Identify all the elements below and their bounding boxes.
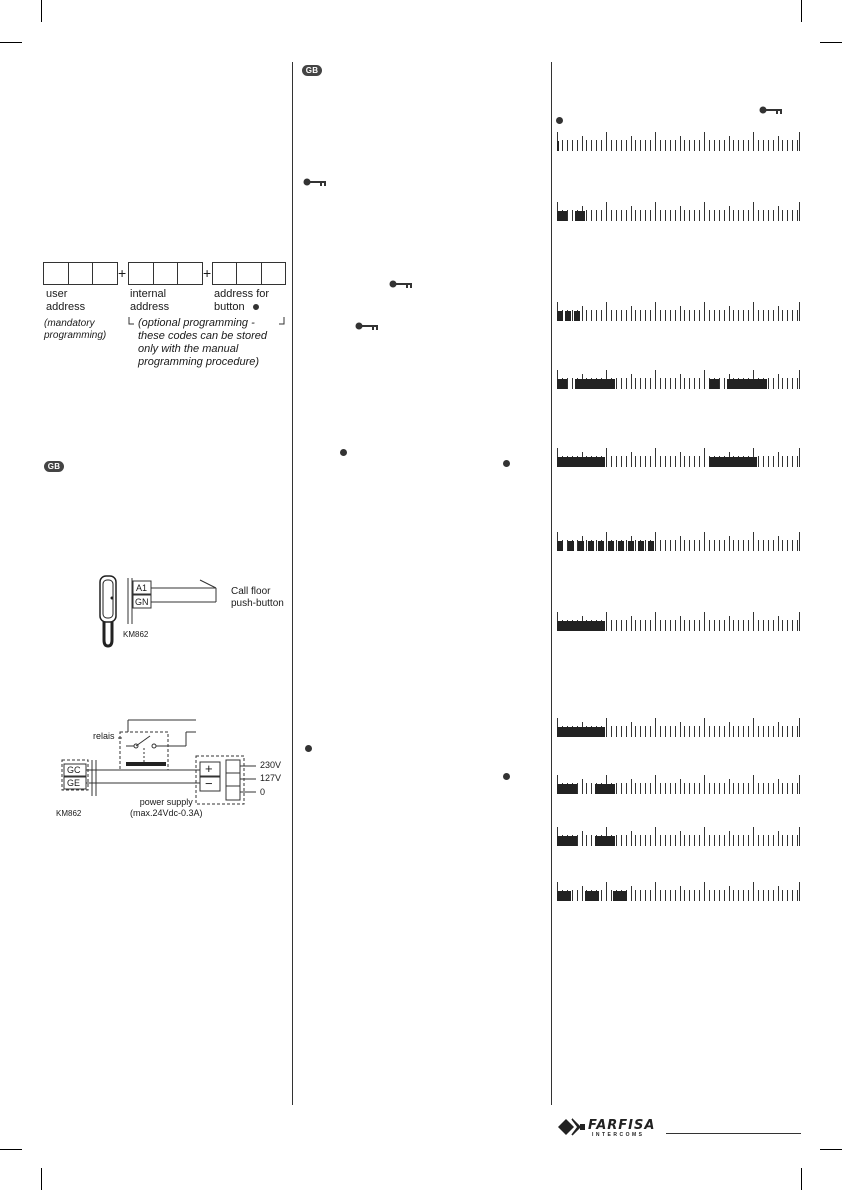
signal-block bbox=[628, 541, 634, 551]
optional-note: (optional programming - these codes can be stored only with the manual programming procedure) bbox=[138, 317, 268, 368]
crop-mark-bottom-right bbox=[801, 1168, 802, 1190]
farfisa-logo-icon bbox=[558, 1117, 586, 1137]
column-separator-left bbox=[292, 62, 293, 1105]
signal-pattern-row bbox=[557, 447, 801, 467]
signal-block bbox=[557, 621, 605, 631]
terminal-ge: GE bbox=[67, 778, 81, 788]
key-icon bbox=[389, 280, 413, 288]
voltage-0: 0 bbox=[260, 787, 266, 797]
signal-pattern-row bbox=[557, 774, 801, 794]
call-floor-label: Call floor push-button bbox=[231, 586, 284, 609]
key-icon bbox=[759, 106, 783, 114]
signal-block bbox=[557, 379, 567, 389]
internal-address-label: internal address bbox=[130, 288, 170, 313]
signal-block bbox=[595, 784, 615, 794]
signal-block bbox=[565, 311, 571, 321]
voltage-127v: 127V bbox=[260, 773, 282, 783]
crop-mark-top-right-h bbox=[820, 42, 842, 43]
button-address-boxes bbox=[212, 262, 286, 285]
signal-pattern-row bbox=[557, 881, 801, 901]
filled-circle-icon bbox=[503, 460, 510, 467]
signal-block bbox=[709, 379, 719, 389]
signal-block bbox=[557, 727, 605, 737]
power-supply-label: power supply (max.24Vdc-0.3A) bbox=[130, 797, 203, 818]
plus-sign: + bbox=[118, 265, 127, 281]
signal-block bbox=[557, 784, 577, 794]
signal-block bbox=[557, 541, 563, 551]
signal-block bbox=[578, 541, 584, 551]
terminal-a1: A1 bbox=[136, 583, 148, 593]
relay-wiring bbox=[56, 716, 256, 808]
signal-block bbox=[557, 457, 605, 467]
relais-label: relais bbox=[93, 731, 115, 741]
signal-block bbox=[557, 141, 559, 151]
signal-block bbox=[618, 541, 624, 551]
internal-address-boxes bbox=[128, 262, 203, 285]
signal-block bbox=[598, 541, 604, 551]
crop-mark-bottom-right-h bbox=[820, 1149, 842, 1150]
gb-language-badge: GB bbox=[44, 461, 64, 472]
crop-mark-bottom-left bbox=[41, 1168, 42, 1190]
key-icon bbox=[303, 178, 327, 186]
signal-block bbox=[638, 541, 644, 551]
key-icon bbox=[355, 322, 379, 330]
signal-block bbox=[557, 211, 567, 221]
crop-mark-top-left bbox=[41, 0, 42, 22]
filled-circle-icon bbox=[340, 449, 347, 456]
signal-block bbox=[613, 891, 627, 901]
signal-block bbox=[575, 211, 585, 221]
user-address-label: user address bbox=[46, 288, 86, 313]
signal-pattern-row bbox=[557, 131, 801, 151]
voltage-230v: 230V bbox=[260, 760, 282, 770]
handset-icon bbox=[96, 574, 122, 650]
signal-pattern-row bbox=[557, 611, 801, 631]
terminal-gc: GC bbox=[67, 765, 81, 775]
crop-mark-bottom-left-h bbox=[0, 1149, 22, 1150]
signal-block bbox=[557, 891, 571, 901]
signal-block bbox=[727, 379, 767, 389]
terminal-gn: GN bbox=[135, 597, 149, 607]
signal-block bbox=[557, 836, 577, 846]
signal-block bbox=[557, 311, 563, 321]
signal-block bbox=[588, 541, 594, 551]
signal-pattern-row bbox=[557, 826, 801, 846]
signal-block bbox=[709, 457, 757, 467]
signal-block bbox=[648, 541, 654, 551]
filled-circle-icon bbox=[305, 745, 312, 752]
signal-pattern-row bbox=[557, 369, 801, 389]
filled-circle-icon bbox=[503, 773, 510, 780]
signal-block bbox=[585, 891, 599, 901]
column-separator-right bbox=[551, 62, 552, 1105]
signal-pattern-row bbox=[557, 301, 801, 321]
brand-logo-text: FARFISA bbox=[588, 1118, 656, 1133]
model-label: KM862 bbox=[56, 809, 82, 818]
gb-language-badge: GB bbox=[302, 65, 322, 76]
model-label: KM862 bbox=[123, 630, 149, 639]
user-address-boxes bbox=[43, 262, 118, 285]
brand-subtitle: INTERCOMS bbox=[592, 1132, 645, 1138]
plus-terminal: + bbox=[205, 761, 213, 776]
crop-mark-top-right bbox=[801, 0, 802, 22]
signal-pattern-row bbox=[557, 531, 801, 551]
signal-block bbox=[608, 541, 614, 551]
minus-terminal: − bbox=[205, 776, 213, 791]
mandatory-note: (mandatory programming) bbox=[44, 318, 107, 341]
footer-rule bbox=[666, 1133, 801, 1134]
filled-circle-icon bbox=[556, 117, 563, 124]
plus-sign: + bbox=[203, 265, 212, 281]
signal-block bbox=[574, 311, 580, 321]
signal-block bbox=[595, 836, 615, 846]
button-address-label: address for button bbox=[214, 288, 270, 313]
signal-block bbox=[568, 541, 574, 551]
signal-pattern-row bbox=[557, 717, 801, 737]
signal-pattern-row bbox=[557, 201, 801, 221]
filled-circle-icon bbox=[253, 304, 259, 310]
crop-mark-top-left-h bbox=[0, 42, 22, 43]
signal-block bbox=[575, 379, 615, 389]
